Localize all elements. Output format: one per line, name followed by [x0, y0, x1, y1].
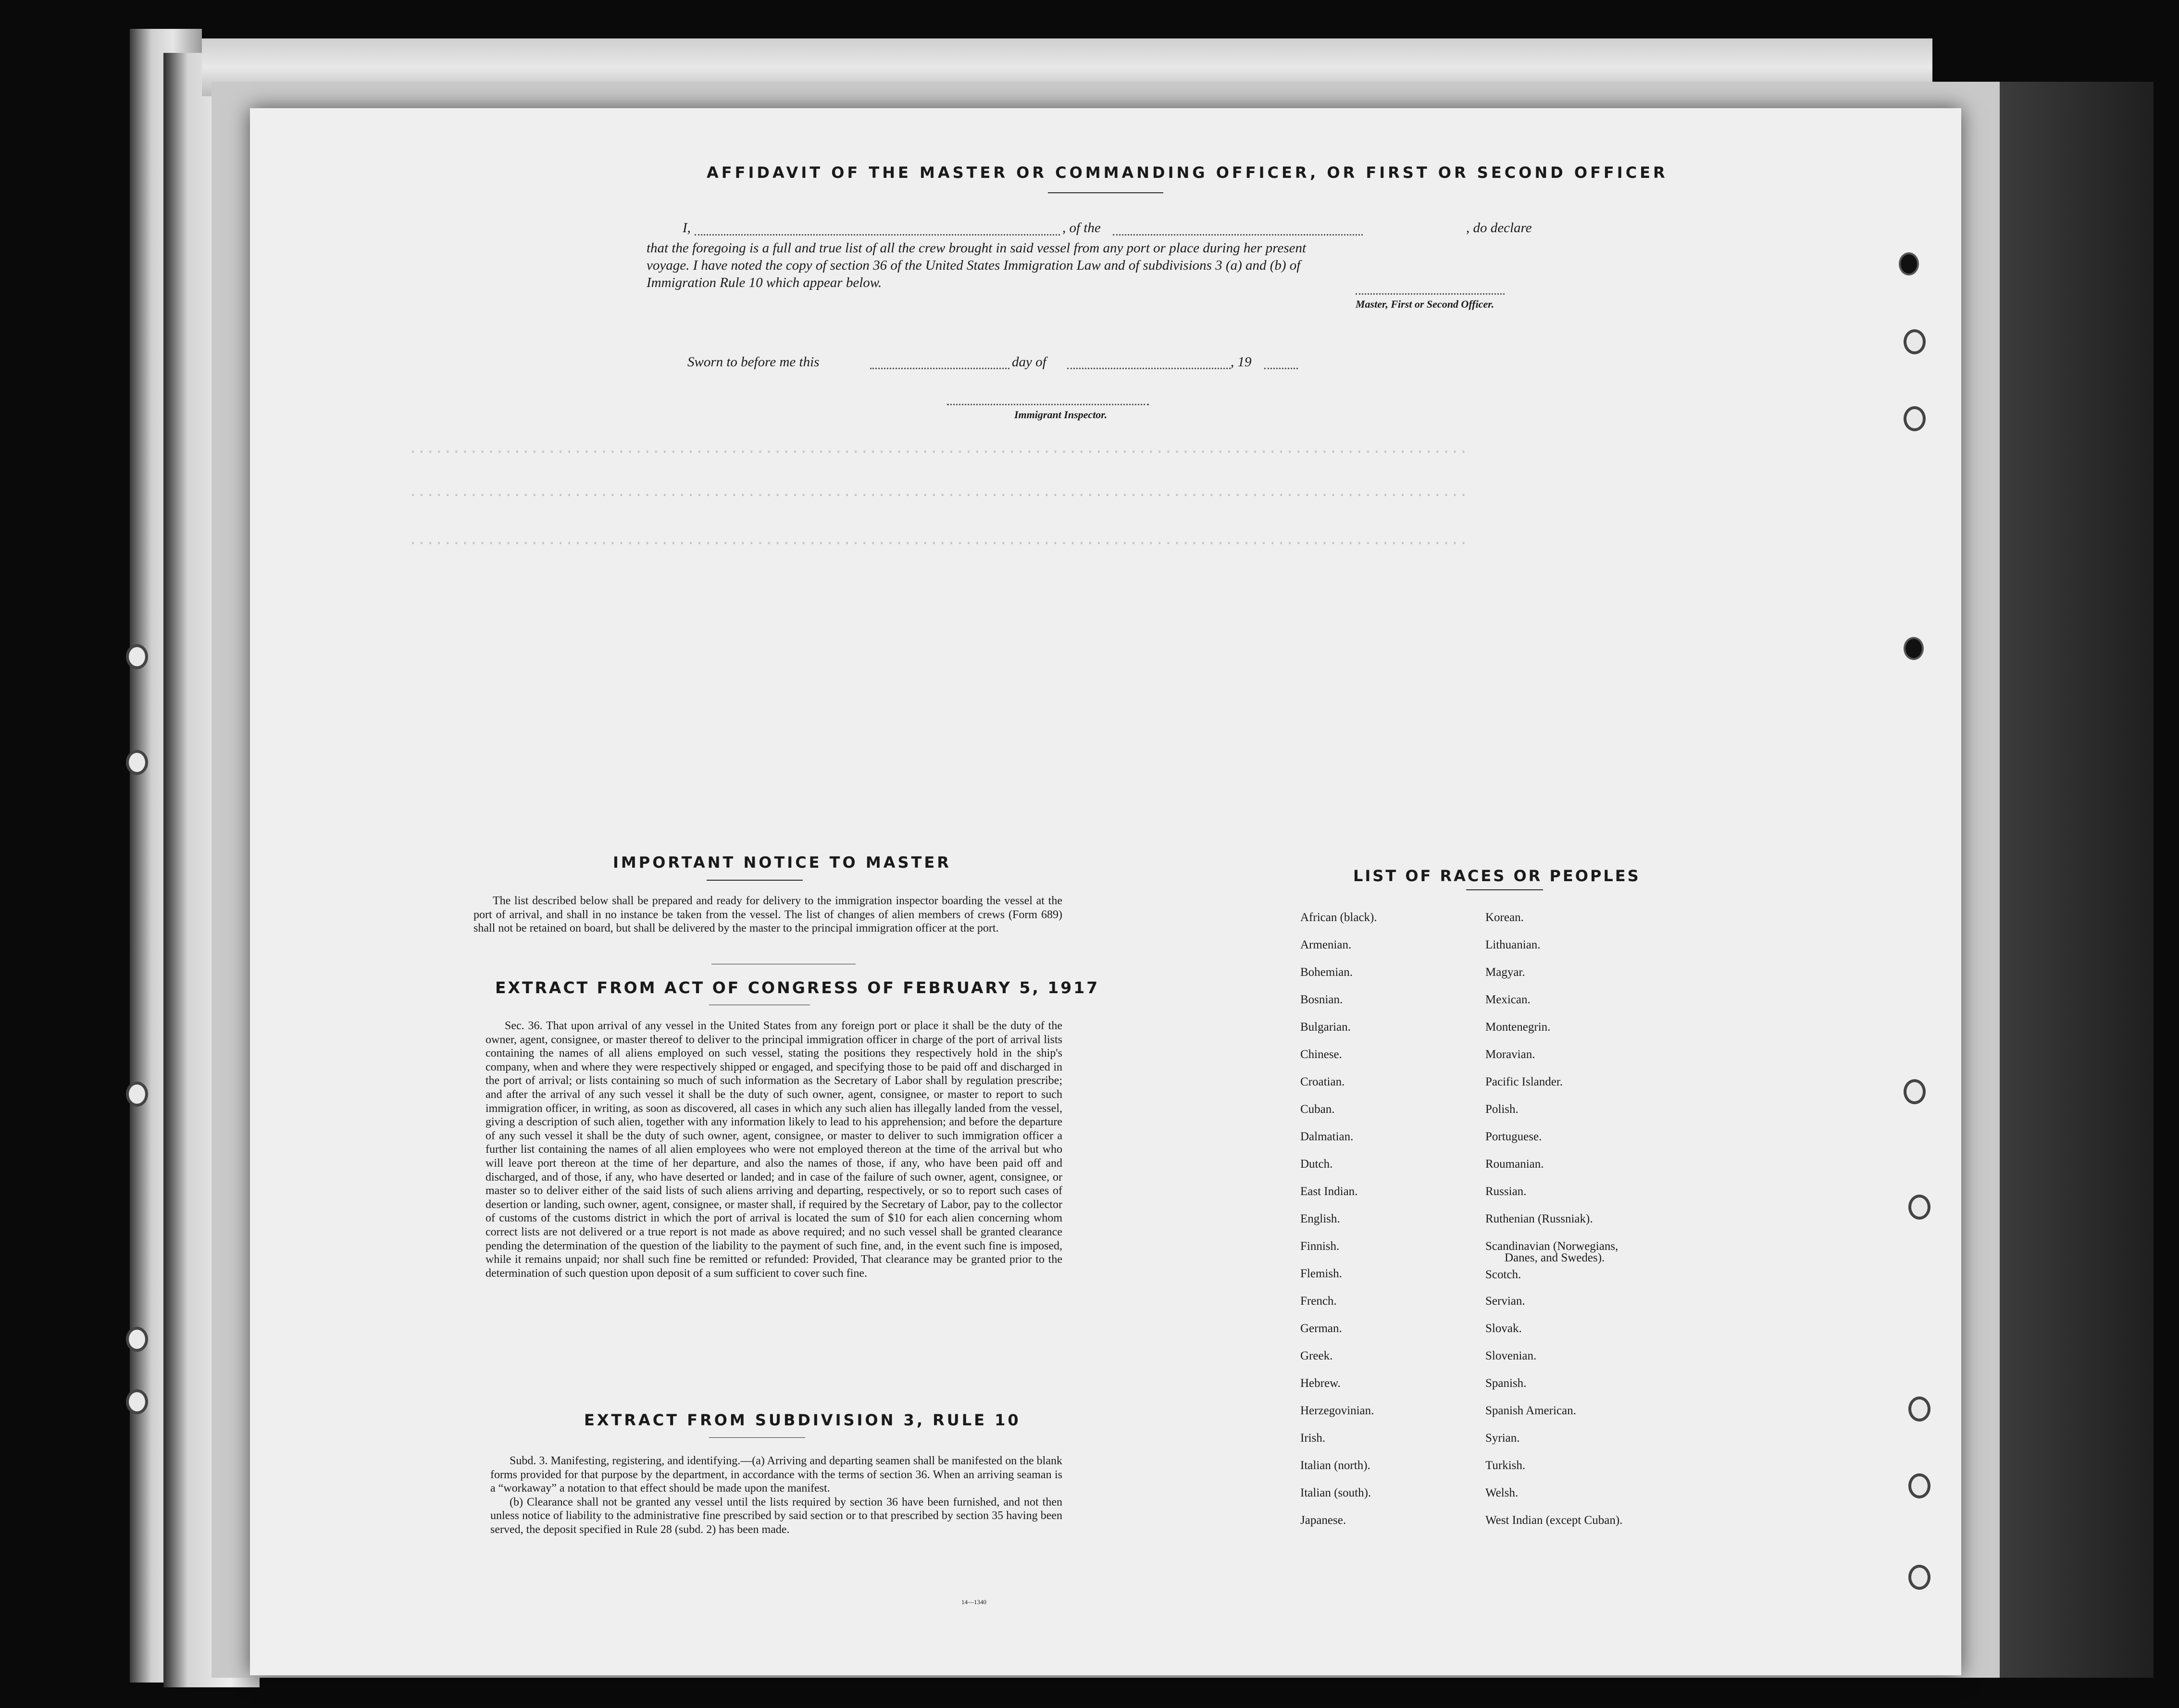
notice-rule	[707, 880, 803, 881]
notice-title: IMPORTANT NOTICE TO MASTER	[613, 853, 951, 872]
race-item: Slovak.	[1485, 1322, 1522, 1335]
rule-paragraphs	[490, 1454, 1062, 1537]
race-item: Ruthenian (Russniak).	[1485, 1212, 1593, 1225]
binder-hole	[1908, 1473, 1930, 1498]
race-item: East Indian.	[1300, 1185, 1358, 1198]
race-item: Croatian.	[1300, 1075, 1345, 1088]
sworn-text: Sworn to before me this	[687, 354, 820, 370]
bleed-through-text: ..........................................................................................................................	[409, 531, 1468, 548]
race-item: Bohemian.	[1300, 966, 1353, 979]
rule-rule	[709, 1437, 805, 1438]
race-item: Syrian.	[1485, 1432, 1520, 1445]
binder-hole	[1908, 1565, 1930, 1590]
manifest-back-page	[250, 108, 1961, 1675]
binder-hole	[126, 750, 148, 775]
race-item: Polish.	[1485, 1103, 1519, 1116]
race-item: Servian.	[1485, 1295, 1525, 1308]
race-item: Spanish.	[1485, 1377, 1527, 1390]
race-item: Dutch.	[1300, 1158, 1333, 1171]
race-item: French.	[1300, 1295, 1337, 1308]
rule-para-a: Subd. 3. Manifesting, registering, and identifying.—(a) Arriving and departing seamen shall be manifested on the blank forms provided for that purpose by the department, in accordance with the terms of section 36. When an arriving seaman is a “workaway” a notation to that effect should be made upon the manifest.	[490, 1455, 1062, 1495]
race-item: Danes, and Swedes).	[1505, 1251, 1605, 1264]
binder-hole	[126, 1389, 148, 1414]
race-item: Portuguese.	[1485, 1130, 1542, 1143]
inspector-signature-blank[interactable]	[947, 404, 1149, 405]
race-item: Herzegovinian.	[1300, 1404, 1374, 1417]
race-item: Moravian.	[1485, 1048, 1535, 1061]
race-item: Lithuanian.	[1485, 938, 1541, 951]
race-item: English.	[1300, 1212, 1340, 1225]
affidavit-of-the: , of the	[1062, 220, 1101, 236]
affidavit-title: AFFIDAVIT OF THE MASTER OR COMMANDING OFFICER, OR FIRST OR SECOND OFFICER	[707, 163, 1668, 182]
signature-label: Master, First or Second Officer.	[1356, 298, 1494, 310]
act-text: Sec. 36. That upon arrival of any vessel in the United States from any foreign port or place it shall be the duty of the owner, agent, consignee, or master thereof to deliver to the principal immigration officer in charge of the port of arrival lists containing the names of all aliens employed on such vessel, stating the positions they respectively hold in the ship's company, when and where they were respectively shipped or engaged, and specifying those to be paid off and discharged in the port of arrival; or lists containing so much of such information as the Secretary of Labor shall by regulation prescribe; and after the arrival of any such vessel it shall be the duty of such owner, agent, consignee, or master to report to such immigration officer, in writing, as soon as discovered, all cases in which any such alien has illegally landed from the vessel, giving a description of such alien, together with any information likely to lead to his apprehension; and before the departure of any such vessel it shall be the duty of such owner, agent, consignee, or master to deliver to such immigration officer a further list containing the names of all alien employees who were not employed thereon at the time of the arrival but who will leave port thereon at the time of her departure, and also the names of those, if any, who have been paid off and discharged, and of those, if any, who have deserted or landed; and in case of the failure of such owner, agent, consignee, or master so to deliver either of the said lists of such aliens arriving and departing, respectively, or so to report such cases of desertion or landing, such owner, agent, consignee, or master shall, if required by the Secretary of Labor, pay to the collector of customs of the customs district in which the port of arrival is located the sum of $10 for each alien concerning whom correct lists are not delivered or a true report is not made as above required; and no such vessel shall be granted clearance pending the determination of the question of the liability to the payment of such fine, and, in the event such fine is imposed, while it remains unpaid; nor shall such fine be remitted or refunded: Provided, That clearance may be granted prior to the determination of such question upon deposit of a sum sufficient to cover such fine.	[486, 1020, 1062, 1280]
inspector-label: Immigrant Inspector.	[1014, 409, 1108, 421]
notice-paragraph	[473, 894, 1062, 935]
race-item: Italian (north).	[1300, 1459, 1370, 1472]
binder-hole	[1899, 252, 1919, 275]
act-paragraph	[486, 1019, 1062, 1280]
binder-hole	[1904, 406, 1926, 431]
race-item: Finnish.	[1300, 1240, 1340, 1253]
race-item: Bosnian.	[1300, 993, 1343, 1006]
race-item: Italian (south).	[1300, 1486, 1371, 1499]
affidavit-body-line-1: that the foregoing is a full and true list of all the crew brought in said vessel from any port or place during her present	[647, 240, 1307, 256]
affidavit-body-line-2: voyage. I have noted the copy of section 36 of the United States Immigration Law and of subdivisions 3 (a) and (b) of	[647, 258, 1301, 273]
affidavit-body-line-3: Immigration Rule 10 which appear below.	[647, 275, 882, 290]
race-item: Greek.	[1300, 1349, 1333, 1362]
binder-hole	[1908, 1396, 1930, 1421]
race-item: Korean.	[1485, 911, 1524, 924]
race-item: Irish.	[1300, 1432, 1326, 1445]
binder-hole	[126, 1327, 148, 1352]
signature-blank[interactable]	[1356, 293, 1505, 295]
binder-hole	[1904, 1079, 1926, 1104]
affidavit-do-declare: , do declare	[1466, 220, 1532, 236]
race-item: African (black).	[1300, 911, 1377, 924]
day-of-text: day of	[1012, 354, 1046, 370]
year-prefix: , 19	[1231, 354, 1252, 370]
binder-hole	[1904, 637, 1924, 660]
race-item: Roumanian.	[1485, 1158, 1544, 1171]
race-item: Russian.	[1485, 1185, 1527, 1198]
title-rule	[1048, 192, 1163, 193]
rule-para-b: (b) Clearance shall not be granted any vessel until the lists required by section 36 have been furnished, and not then unless notice of liability to the administrative fine prescribed by said section or to that prescribed by section 35 having been served, the deposit specified in Rule 28 (subd. 2) has been made.	[490, 1496, 1062, 1536]
race-item: Welsh.	[1485, 1486, 1519, 1499]
name-blank[interactable]	[695, 234, 1060, 236]
sworn-day-blank[interactable]	[870, 368, 1009, 369]
race-item: Pacific Islander.	[1485, 1075, 1563, 1088]
race-item: Magyar.	[1485, 966, 1525, 979]
race-item: Flemish.	[1300, 1267, 1342, 1280]
affidavit-i: I,	[683, 220, 691, 236]
race-item: Mexican.	[1485, 993, 1531, 1006]
race-item: Cuban.	[1300, 1103, 1335, 1116]
race-item: Bulgarian.	[1300, 1021, 1351, 1034]
form-number: 14—1340	[961, 1598, 986, 1606]
sworn-month-blank[interactable]	[1067, 368, 1231, 369]
races-title: LIST OF RACES OR PEOPLES	[1353, 867, 1641, 885]
race-item: Scotch.	[1485, 1268, 1521, 1281]
race-item: Japanese.	[1300, 1514, 1346, 1527]
races-rule	[1466, 889, 1543, 890]
race-item: West Indian (except Cuban).	[1485, 1514, 1623, 1527]
rule-title: EXTRACT FROM SUBDIVISION 3, RULE 10	[584, 1411, 1021, 1429]
binder-hole	[1904, 329, 1926, 354]
race-item: Slovenian.	[1485, 1349, 1537, 1362]
notice-text: The list described below shall be prepared and ready for delivery to the immigration inspector boarding the vessel at the port of arrival, and shall in no instance be taken from the vessel. The list of changes of alien members of crews (Form 689) shall not be retained on board, but shall be delivered by the master to the principal immigration officer at the port.	[473, 895, 1062, 935]
race-item: Dalmatian.	[1300, 1130, 1354, 1143]
race-item: Chinese.	[1300, 1048, 1342, 1061]
race-item: German.	[1300, 1322, 1342, 1335]
binder-hole	[126, 1082, 148, 1107]
bleed-through-text: ..........................................................................................................................	[409, 440, 1468, 457]
race-item: Montenegrin.	[1485, 1021, 1551, 1034]
binder-hole	[1908, 1195, 1930, 1220]
race-item: Spanish American.	[1485, 1404, 1576, 1417]
race-item: Hebrew.	[1300, 1377, 1341, 1390]
binder-hole	[126, 644, 148, 669]
race-item: Turkish.	[1485, 1459, 1526, 1472]
year-blank[interactable]	[1264, 368, 1298, 369]
vessel-blank[interactable]	[1113, 234, 1363, 236]
act-title: EXTRACT FROM ACT OF CONGRESS OF FEBRUARY 5, 1917	[495, 978, 1100, 997]
race-item: Armenian.	[1300, 938, 1352, 951]
bleed-through-text: ..........................................................................................................................	[409, 483, 1468, 500]
race-item: Scandinavian (Norwegians,	[1485, 1240, 1619, 1253]
